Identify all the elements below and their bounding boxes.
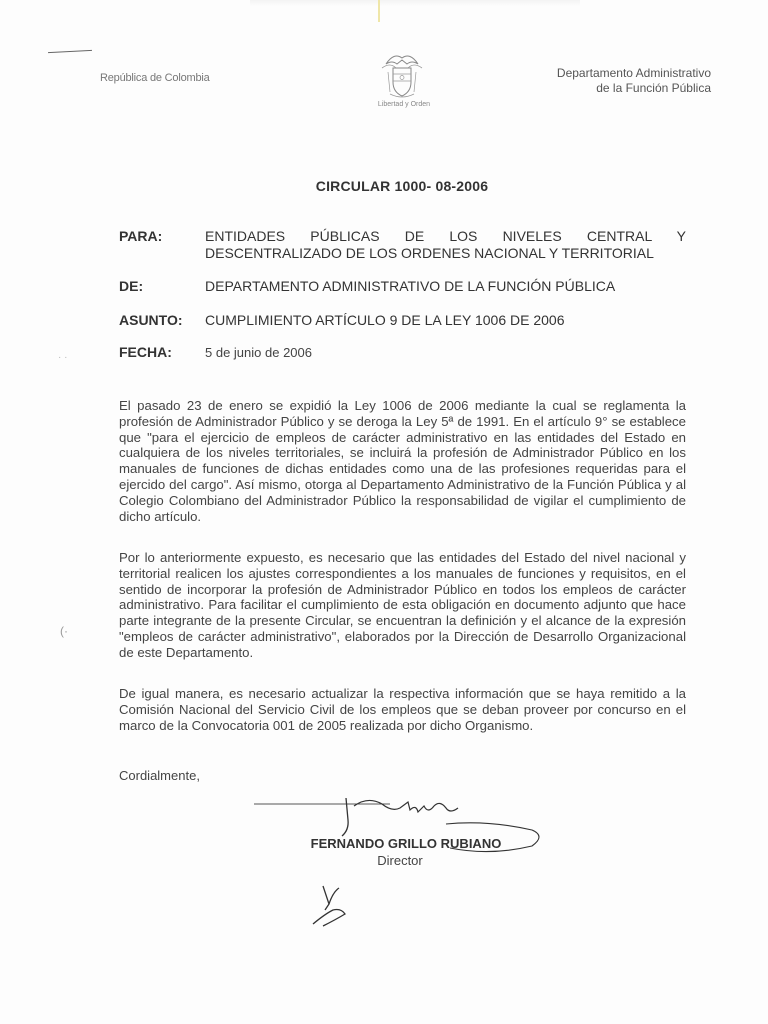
de-value: DEPARTAMENTO ADMINISTRATIVO DE LA FUNCIÓN PÚBLICA bbox=[205, 278, 616, 294]
closing-text: Cordialmente, bbox=[119, 768, 200, 783]
fecha-label: FECHA: bbox=[119, 344, 172, 360]
initials-icon bbox=[305, 880, 351, 932]
para-label: PARA: bbox=[119, 228, 163, 244]
asunto-value: CUMPLIMIENTO ARTÍCULO 9 DE LA LEY 1006 DE 2006 bbox=[205, 312, 565, 328]
scan-edge bbox=[250, 0, 580, 6]
para-value bbox=[205, 228, 686, 262]
body-paragraph-1: El pasado 23 de enero se expidió la Ley 1006 de 2006 mediante la cual se reglamenta la profesión de Administrador Público y se deroga la Ley 5ª de 1991. En el artículo 9° se establece que "para el ejercicio de empleos de carácter administrativo en las entidades del Estado en cualquiera de los niveles territoriales, se incluirá la profesión de Administrador Público en los manuales de funciones de dichas entidades como una de las profesiones requeridas para el ejercido del cargo". Así mismo, otorga al Departamento Administrativo de la Función Pública y al Colegio Colombiano del Administrador Público la responsabilidad de vigilar el cumplimiento de dicho artículo. bbox=[119, 398, 686, 524]
para-value-line2: DESCENTRALIZADO DE LOS ORDENES NACIONAL Y TERRITORIAL bbox=[205, 245, 654, 261]
circular-title: CIRCULAR 1000- 08-2006 bbox=[315, 178, 489, 194]
header-department-line1: Departamento Administrativo bbox=[556, 66, 711, 80]
seal-caption: Libertad y Orden bbox=[377, 101, 431, 108]
margin-mark: · · bbox=[58, 352, 68, 363]
body-paragraph-2: Por lo anteriormente expuesto, es necesario que las entidades del Estado del nivel nacional y territorial realicen los ajustes correspondientes a los manuales de funciones y requisitos, en el sentido de incorporar la profesión de Administrador Público en todos los empleos de carácter administrativo. Para facilitar el cumplimiento de esta obligación en documento adjunto que hace parte integrante de la presente Circular, se encuentran la definición y el alcance de la expresión "empleos de carácter administrativo", elaborados por la Dirección de Desarrollo Organizacional de este Departamento. bbox=[119, 550, 686, 660]
scan-stroke bbox=[48, 50, 92, 53]
asunto-label: ASUNTO: bbox=[119, 312, 183, 328]
hole-punch-mark: (· bbox=[60, 624, 68, 638]
header-department bbox=[520, 66, 711, 96]
fecha-value: 5 de junio de 2006 bbox=[205, 345, 312, 360]
scan-mark bbox=[378, 0, 380, 22]
header-department-line2: de la Función Pública bbox=[596, 81, 711, 95]
signer-role: Director bbox=[377, 853, 423, 868]
de-label: DE: bbox=[119, 278, 144, 294]
body-paragraph-3: De igual manera, es necesario actualizar la respectiva información que se haya remitido a la Comisión Nacional del Servicio Civil de los empleos que se deban proveer por concurso en el marco de la Convocatoria 001 de 2005 realizada por dicho Organismo. bbox=[119, 686, 686, 733]
header-country: República de Colombia bbox=[100, 72, 210, 84]
signer-name: FERNANDO GRILLO RUBIANO bbox=[310, 836, 502, 851]
para-value-line1: ENTIDADES PÚBLICAS DE LOS NIVELES CENTRAL Y bbox=[205, 228, 686, 244]
